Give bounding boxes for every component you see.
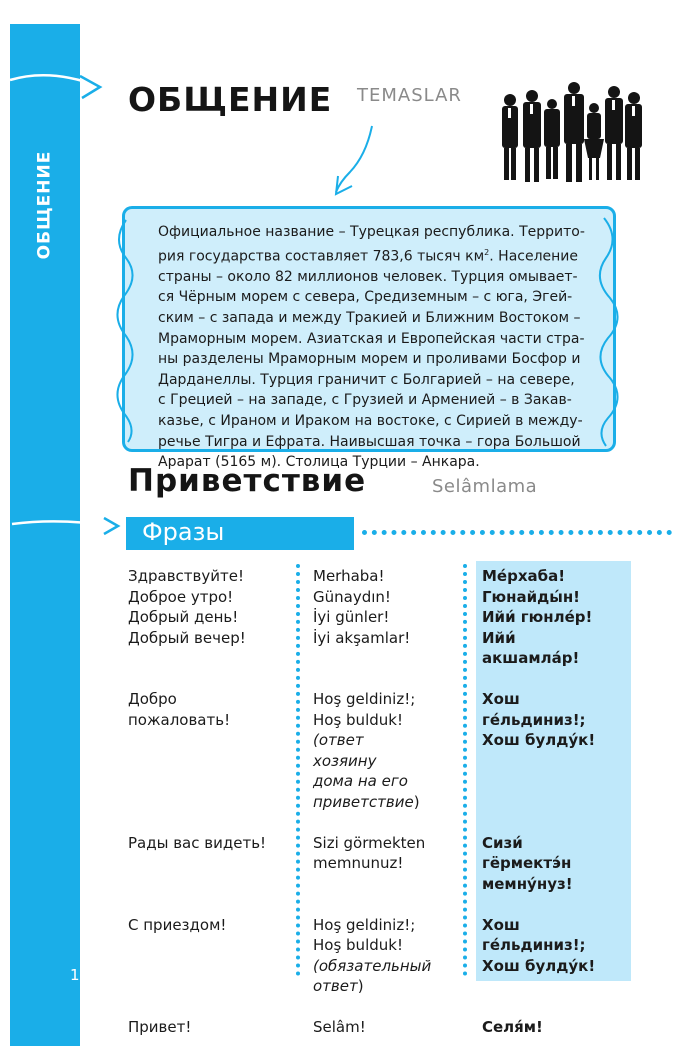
phrase-pronunciation: Ийи́ гюнлéр! xyxy=(482,608,593,626)
column-divider xyxy=(296,564,300,976)
info-line: Мраморным морем. Азиатская и Европейская части стра- xyxy=(158,330,585,347)
phrase-turkish: Merhaba! xyxy=(313,567,385,585)
phrase-russian: Здравствуйте! xyxy=(128,567,244,585)
dotted-divider xyxy=(362,530,672,535)
phrase-russian: Рады вас видеть! xyxy=(128,833,267,852)
phrase-pronunciation: Селя́м! xyxy=(482,1018,543,1036)
phrase-russian: Привет! xyxy=(128,1018,192,1036)
info-line: казье, с Ираном и Ираком на востоке, с Сирией в между- xyxy=(158,413,583,429)
phrase-turkish: İyi günler! xyxy=(313,608,390,626)
phrases-label: Фразы xyxy=(142,518,225,546)
section-subtitle: TEMASLAR xyxy=(357,85,462,106)
phrase-turkish: İyi akşamlar! xyxy=(313,628,411,647)
info-line: с Грецией – на западе, с Грузией и Арменией – в Закав- xyxy=(158,392,572,409)
column-divider xyxy=(463,564,467,976)
phrase-russian: Добро пожаловать! xyxy=(128,690,231,729)
info-line: рия государства составляет 783,6 тысяч $км^2$. Население xyxy=(158,247,579,265)
info-line: ся Чёрным морем с севера, Средиземным – с юга, Эгей- xyxy=(158,289,573,306)
greeting-subtitle: Selâmlama xyxy=(432,476,538,497)
phrase-turkish: Selâm! xyxy=(313,1018,366,1036)
phrase-pronunciation: Ийи́ акшамлáр! xyxy=(482,628,580,667)
phrase-russian: Добрый вечер! xyxy=(128,628,246,647)
phrase-pronunciation: Сизи́ гёрмектэ́н мемну́нуз! xyxy=(482,833,573,893)
phrase-pronunciation: Мéрхаба! xyxy=(482,567,566,585)
country-info-text xyxy=(158,222,586,473)
info-line: ским – с запада и между Тракией и Ближним Востоком – xyxy=(158,310,581,327)
phrase-turkish: Günaydın! xyxy=(313,587,391,606)
info-line: ны разделены Мраморным морем и проливами Босфор и xyxy=(158,351,581,368)
page-number: 10 xyxy=(70,966,90,984)
phrase-pronunciation: Хош гéльдиниз!; Хош булду́к! xyxy=(482,915,596,975)
info-line: Официальное название – Турецкая республика. Террито- xyxy=(158,224,585,240)
info-line: страны – около 82 миллионов человек. Турция омывает- xyxy=(158,268,578,285)
greeting-title: Приветствие xyxy=(128,463,367,499)
info-line: речье Тигра и Ефрата. Наивысшая точка – гора Большой xyxy=(158,433,581,450)
phrase-turkish: Hoş geldiniz!; Hoş bulduk! (ответ хозяину дома на его приветствие) xyxy=(313,690,420,811)
phrase-pronunciation: Хош гéльдиниз!; Хош булду́к! xyxy=(482,690,596,749)
phrase-turkish: Sizi görmekten memnunuz! xyxy=(313,833,426,872)
phrase-russian: Доброе утро! xyxy=(128,587,234,606)
side-section-label-text: ОБЩЕНИЕ xyxy=(34,150,55,260)
info-line: Дарданеллы. Турция граничит с Болгарией – на севере, xyxy=(158,371,575,388)
phrase-russian: С приездом! xyxy=(128,915,227,934)
phrase-pronunciation: Гюнайды́н! xyxy=(482,587,581,606)
phrase-russian: Добрый день! xyxy=(128,608,239,626)
section-title: ОБЩЕНИЕ xyxy=(128,80,333,119)
phrase-turkish: Hoş geldiniz!; Hoş bulduk! (обязательный ответ) xyxy=(313,915,432,995)
info-line: Арарат (5165 м). Столица Турции – Анкара. xyxy=(158,454,480,471)
